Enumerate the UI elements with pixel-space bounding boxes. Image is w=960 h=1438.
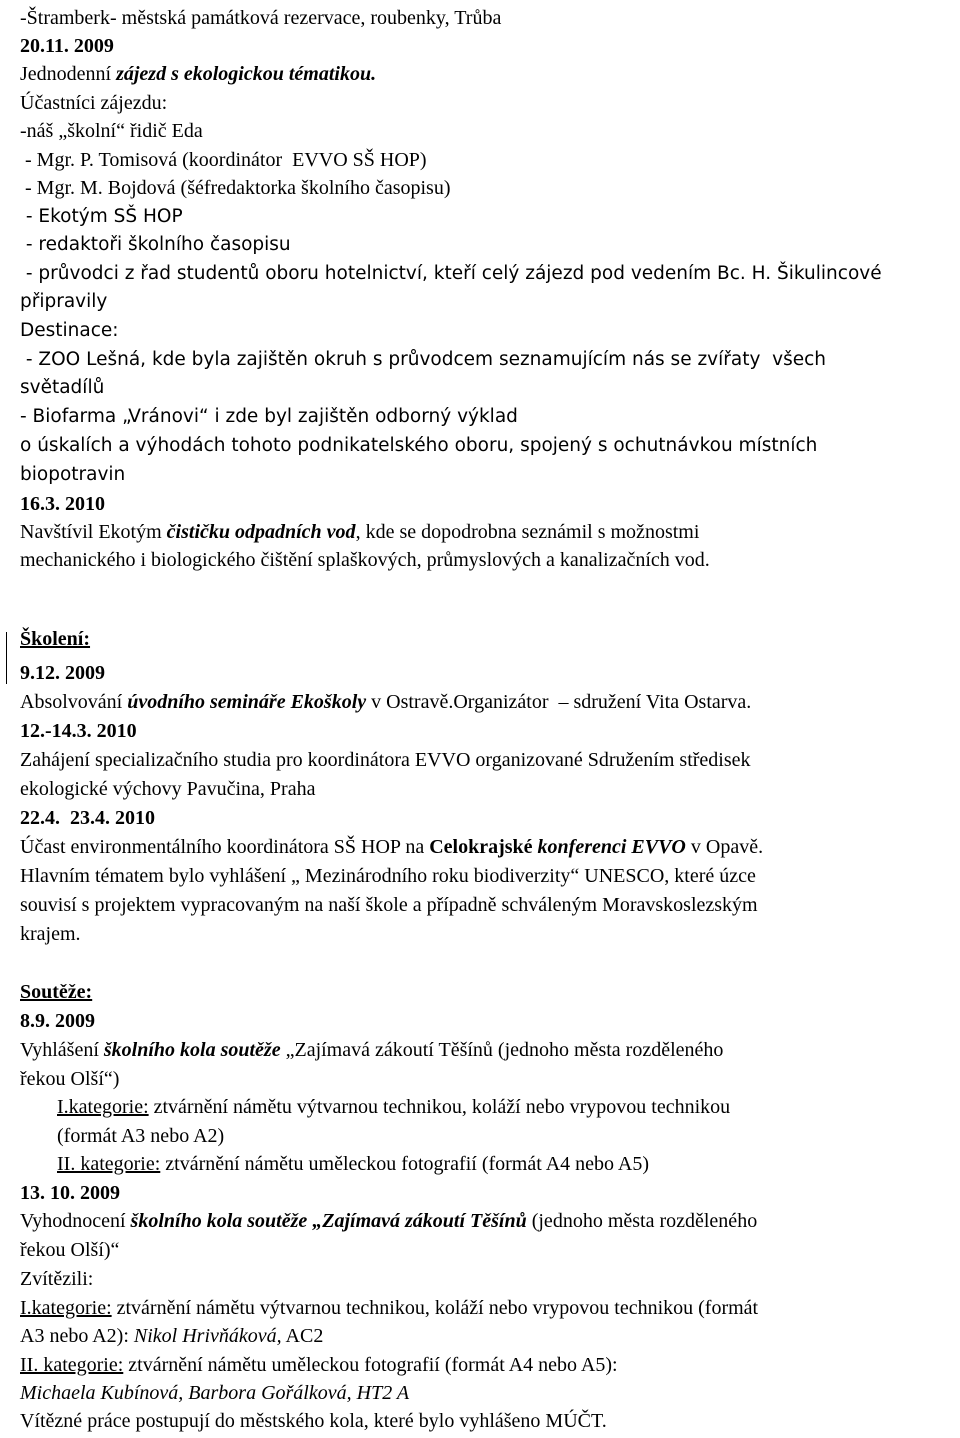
text-line xyxy=(20,1294,758,1322)
text-line: - Mgr. M. Bojdová (šéfredaktorka školního časopisu) xyxy=(20,177,451,199)
text-line: Zahájení specializačního studia pro koordinátora EVVO organizované Sdružením středisek xyxy=(20,749,751,771)
text-span: AC2 xyxy=(281,1325,324,1347)
text-line xyxy=(57,1150,649,1178)
text-line: Hlavním tématem bylo vyhlášení „ Mezinárodního roku biodiverzity“ UNESCO, které úzce xyxy=(20,865,756,887)
emphasis-text: čističku odpadních vod xyxy=(166,521,356,543)
text-line: - Mgr. P. Tomisová (koordinátor EVVO SŠ HOP) xyxy=(20,149,427,171)
category-label: I.kategorie: xyxy=(57,1096,149,1118)
text-span: v Opavě. xyxy=(685,836,764,858)
text-line: Vítězné práce postupují do městského kola, které bylo vyhlášeno MÚČT. xyxy=(20,1410,607,1432)
emphasis-text: Celokrajské xyxy=(429,836,533,858)
date-heading: 22.4. 23.4. 2010 xyxy=(20,807,155,829)
category-label: II. kategorie: xyxy=(57,1153,161,1175)
text-line: Účastníci zájezdu: xyxy=(20,92,168,114)
emphasis-text: školního kola soutěže „Zajímavá zákoutí Těšínů xyxy=(130,1210,527,1232)
date-heading: 20.11. 2009 xyxy=(20,35,114,57)
text-line xyxy=(20,1322,323,1350)
text-span: Navštívil Ekotým xyxy=(20,521,167,543)
text-span: „Zajímavá zákoutí Těšínů (jednoho města rozděleného xyxy=(280,1039,724,1061)
text-line xyxy=(57,1093,730,1121)
text-span: ztvárnění námětu uměleckou fotografií (formát A4 nebo A5): xyxy=(123,1354,618,1376)
text-line: - ZOO Lešná, kde byla zajištěn okruh s průvodcem seznamujícím nás se zvířaty všech xyxy=(20,349,827,370)
text-line: Destinace: xyxy=(20,320,119,341)
text-span: (jednoho města rozděleného xyxy=(526,1210,758,1232)
text-line: (formát A3 nebo A2) xyxy=(57,1125,225,1147)
text-span: Vyhlášení xyxy=(20,1039,104,1061)
emphasis-text: zájezd s ekologickou tématikou. xyxy=(116,63,377,85)
text-line: krajem. xyxy=(20,923,81,945)
date-heading: 16.3. 2010 xyxy=(20,493,105,515)
text-line: řekou Olší)“ xyxy=(20,1239,120,1261)
text-span: A3 nebo A2): xyxy=(20,1325,134,1347)
text-line: světadílů xyxy=(20,377,105,398)
text-span: Účast environmentálního koordinátora SŠ HOP na xyxy=(20,836,430,858)
text-cursor xyxy=(6,632,7,684)
date-heading: 9.12. 2009 xyxy=(20,662,105,684)
text-line: mechanického i biologického čištění splaškových, průmyslových a kanalizačních vod. xyxy=(20,549,710,571)
text-line: o úskalích a výhodách tohoto podnikatelského oboru, spojený s ochutnávkou místních xyxy=(20,435,818,456)
text-span: v Ostravě.Organizátor – sdružení Vita Ostarva. xyxy=(366,691,752,713)
section-heading-skoleni: Školení: xyxy=(20,628,91,650)
text-line: připravily xyxy=(20,291,108,312)
category-label: II. kategorie: xyxy=(20,1354,124,1376)
emphasis-text: školního kola soutěže xyxy=(103,1039,281,1061)
text-line: - průvodci z řad studentů oboru hotelnictví, kteří celý zájezd pod vedením Bc. H. Šikulincové xyxy=(20,263,882,284)
text-line xyxy=(20,833,763,861)
date-heading: 8.9. 2009 xyxy=(20,1010,95,1032)
date-heading: 12.-14.3. 2010 xyxy=(20,720,137,742)
date-heading: 13. 10. 2009 xyxy=(20,1182,120,1204)
text-line xyxy=(20,1207,757,1235)
text-span: ztvárnění námětu výtvarnou technikou, koláží nebo vrypovou technikou xyxy=(148,1096,731,1118)
text-line: biopotravin xyxy=(20,464,126,485)
text-span: Jednodenní xyxy=(20,63,117,85)
emphasis-text: konferenci EVVO xyxy=(532,836,686,858)
winner-names: Michaela Kubínová, Barbora Gořálková, HT2 A xyxy=(20,1382,410,1404)
text-span: Absolvování xyxy=(20,691,128,713)
text-line: - Ekotým SŠ HOP xyxy=(20,206,183,227)
text-line xyxy=(20,518,699,546)
text-span: ztvárnění námětu výtvarnou technikou, koláží nebo vrypovou technikou (formát xyxy=(111,1297,759,1319)
emphasis-text: úvodního semináře Ekoškoly xyxy=(127,691,367,713)
text-line: ekologické výchovy Pavučina, Praha xyxy=(20,778,316,800)
text-line: Zvítězili: xyxy=(20,1268,94,1290)
text-span: , kde se dopodrobna seznámil s možnostmi xyxy=(355,521,700,543)
text-line xyxy=(20,60,376,88)
text-line xyxy=(20,1351,618,1379)
text-line: - Biofarma „Vránovi“ i zde byl zajištěn odborný výklad xyxy=(20,406,518,427)
text-line: -náš „školní“ řidič Eda xyxy=(20,120,203,142)
text-line: - redaktoři školního časopisu xyxy=(20,234,291,255)
text-line: řekou Olší“) xyxy=(20,1068,120,1090)
text-span: ztvárnění námětu uměleckou fotografií (formát A4 nebo A5) xyxy=(160,1153,650,1175)
text-line xyxy=(20,688,751,716)
winner-name: Nikol Hrivňáková, xyxy=(133,1325,282,1347)
text-line xyxy=(20,1036,723,1064)
section-heading-souteze: Soutěže: xyxy=(20,981,93,1003)
text-line: -Štramberk- městská památková rezervace, roubenky, Trůba xyxy=(20,7,502,29)
text-line: souvisí s projektem vypracovaným na naší škole a případně schváleným Moravskoslezským xyxy=(20,894,758,916)
category-label: I.kategorie: xyxy=(20,1297,112,1319)
text-span: Vyhodnocení xyxy=(20,1210,131,1232)
